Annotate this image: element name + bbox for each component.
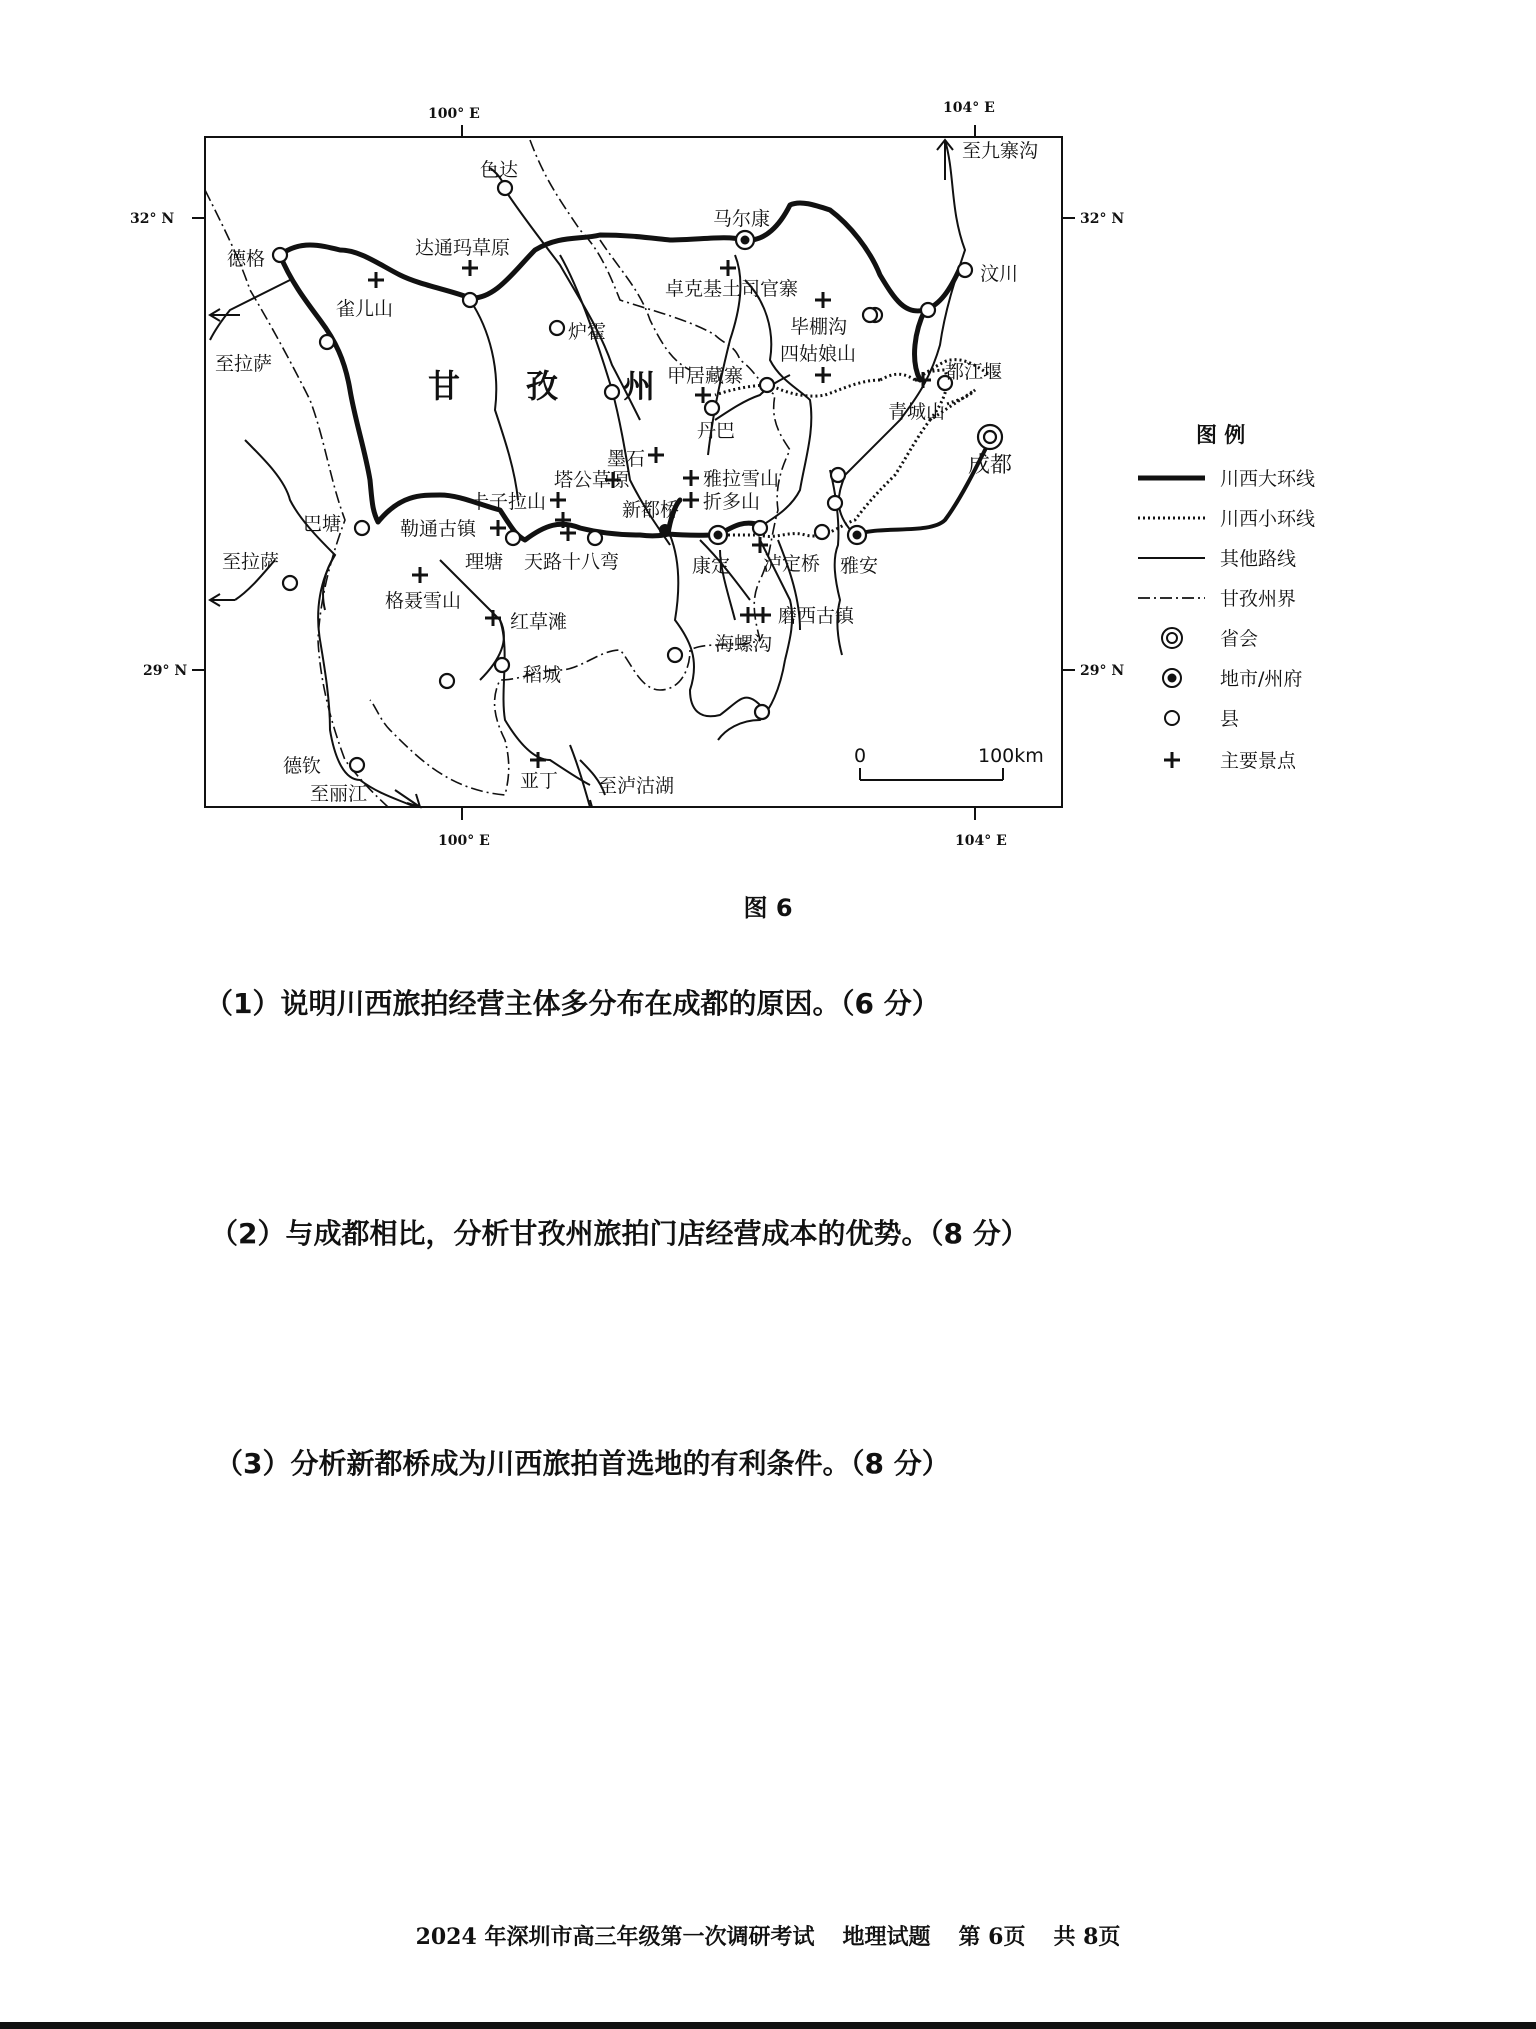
place-label: 天路十八弯: [524, 551, 620, 573]
region-name-char: 州: [623, 367, 656, 405]
lon-label: 100° E: [438, 833, 490, 849]
footer-page-number: 第 6页: [958, 1924, 1026, 1950]
place-label: 德格: [227, 248, 266, 270]
question-2: （2）与成都相比，分析甘孜州旅拍门店经营成本的优势。（8 分）: [210, 1217, 1029, 1250]
place-label: 丹巴: [697, 420, 736, 442]
legend-label: 川西大环线: [1220, 468, 1316, 490]
legend-symbol-open-circle: [1165, 711, 1179, 725]
county-shimian: [755, 705, 769, 719]
place-label: 理塘: [465, 551, 504, 573]
place-label: 亚丁: [520, 770, 559, 792]
county-xiangcheng2: [440, 674, 454, 688]
county-lushan: [828, 496, 842, 510]
county-ganzi: [463, 293, 477, 307]
question-1: （1）说明川西旅拍经营主体多分布在成都的原因。（6 分）: [205, 987, 940, 1020]
scale-label: 100km: [978, 745, 1044, 767]
place-label: 泸定桥: [763, 553, 821, 575]
legend-symbol-double-circle: [1162, 628, 1182, 648]
county-daofu: [605, 385, 619, 399]
legend-label: 县: [1220, 708, 1240, 730]
lon-label: 100° E: [428, 106, 480, 122]
legend-label: 省会: [1220, 628, 1259, 650]
legend-label: 甘孜州界: [1220, 588, 1297, 610]
region-name-char: 甘: [428, 367, 461, 405]
legend: [1138, 423, 1315, 772]
legend-label: 其他路线: [1220, 548, 1297, 570]
page-footer: [0, 1920, 1536, 1951]
place-label: 折多山: [703, 491, 761, 513]
county-daocheng: [495, 658, 509, 672]
lat-label: 29° N: [143, 663, 188, 679]
place-label: 至泸沽湖: [598, 775, 675, 797]
county-dege: [273, 248, 287, 262]
place-label: 卓克基土司官寨: [665, 278, 799, 300]
place-label: 至拉萨: [222, 551, 280, 573]
place-label: 巴塘: [303, 513, 342, 535]
place-label: 都江堰: [945, 361, 1003, 383]
county-xiangcheng: [283, 576, 297, 590]
place-label: 甲居藏寨: [667, 365, 744, 387]
capital-chengdu-symbol: [978, 425, 1002, 449]
footer-subject: 地理试题: [842, 1924, 931, 1950]
place-label: 四姑娘山: [780, 343, 857, 365]
county-seda: [498, 181, 512, 195]
legend-label: 主要景点: [1220, 750, 1297, 772]
county-danba: [705, 401, 719, 415]
place-label: 磨西古镇: [778, 605, 855, 627]
lat-label: 29° N: [1080, 663, 1125, 679]
county-xiaojin: [760, 378, 774, 392]
place-label: 色达: [480, 159, 519, 181]
place-label: 康定: [692, 555, 731, 577]
place-label: 塔公草原: [554, 469, 631, 491]
county-tianquan: [815, 525, 829, 539]
place-label: 汶川: [980, 263, 1019, 285]
legend-title: 图 例: [1196, 423, 1246, 447]
map-figure: [0, 0, 1536, 880]
bottom-rule: [0, 2022, 1536, 2029]
county-luhuo: [550, 321, 564, 335]
county-luding: [753, 521, 767, 535]
place-label: 墨石: [607, 448, 646, 470]
lat-label: 32° N: [1080, 211, 1125, 227]
county-deqin: [350, 758, 364, 772]
place-label: 格聂雪山: [385, 590, 462, 612]
county-baoxing: [831, 468, 845, 482]
place-label: 勒通古镇: [400, 518, 477, 540]
place-label: 成都: [968, 453, 1013, 478]
county-wenchuan: [958, 263, 972, 277]
county-litang: [506, 531, 520, 545]
legend-symbol-plus: [1164, 752, 1180, 768]
county-jinchuan: [863, 308, 877, 322]
county-jiulong: [668, 648, 682, 662]
county-li: [921, 303, 935, 317]
lon-label: 104° E: [943, 100, 995, 116]
place-label: 雅安: [840, 555, 879, 577]
place-label: 至拉萨: [215, 353, 273, 375]
figure-caption: 图 6: [743, 894, 793, 922]
place-label: 红草滩: [510, 611, 568, 633]
county-yajiang: [588, 531, 602, 545]
legend-label: 川西小环线: [1220, 508, 1316, 530]
region-name-char: 孜: [526, 367, 559, 405]
place-label: 毕棚沟: [790, 316, 848, 338]
place-label: 卡子拉山: [470, 491, 547, 513]
lon-label: 104° E: [955, 833, 1007, 849]
place-labels: [215, 140, 1038, 805]
place-label: 稻城: [523, 664, 562, 686]
place-label: 青城山: [888, 401, 946, 423]
legend-label: 地市/州府: [1220, 668, 1303, 690]
footer-exam-title: 2024 年深圳市高三年级第一次调研考试: [415, 1924, 815, 1950]
question-3: （3）分析新都桥成为川西旅拍首选地的有利条件。（8 分）: [215, 1447, 950, 1480]
place-label: 雀儿山: [336, 298, 394, 320]
place-label: 雅拉雪山: [703, 468, 780, 490]
graticule-ticks: [192, 125, 1075, 820]
scale-bar: [854, 745, 1044, 780]
place-label: 达通玛草原: [415, 237, 511, 259]
xinduqiao-marker: [659, 524, 671, 536]
scale-zero: 0: [854, 745, 867, 767]
footer-total-pages: 共 8页: [1053, 1924, 1121, 1950]
place-label: 新都桥: [622, 499, 680, 521]
place-label: 马尔康: [713, 208, 771, 230]
lat-label: 32° N: [130, 211, 175, 227]
place-label: 德钦: [283, 755, 322, 777]
place-label: 海螺沟: [715, 633, 773, 655]
place-label: 至九寨沟: [962, 140, 1039, 162]
county-batang: [355, 521, 369, 535]
place-label: 炉霍: [568, 321, 607, 343]
county-baiyu: [320, 335, 334, 349]
place-label: 至丽江: [310, 783, 368, 805]
legend-symbol-dot-circle: [1163, 669, 1181, 687]
